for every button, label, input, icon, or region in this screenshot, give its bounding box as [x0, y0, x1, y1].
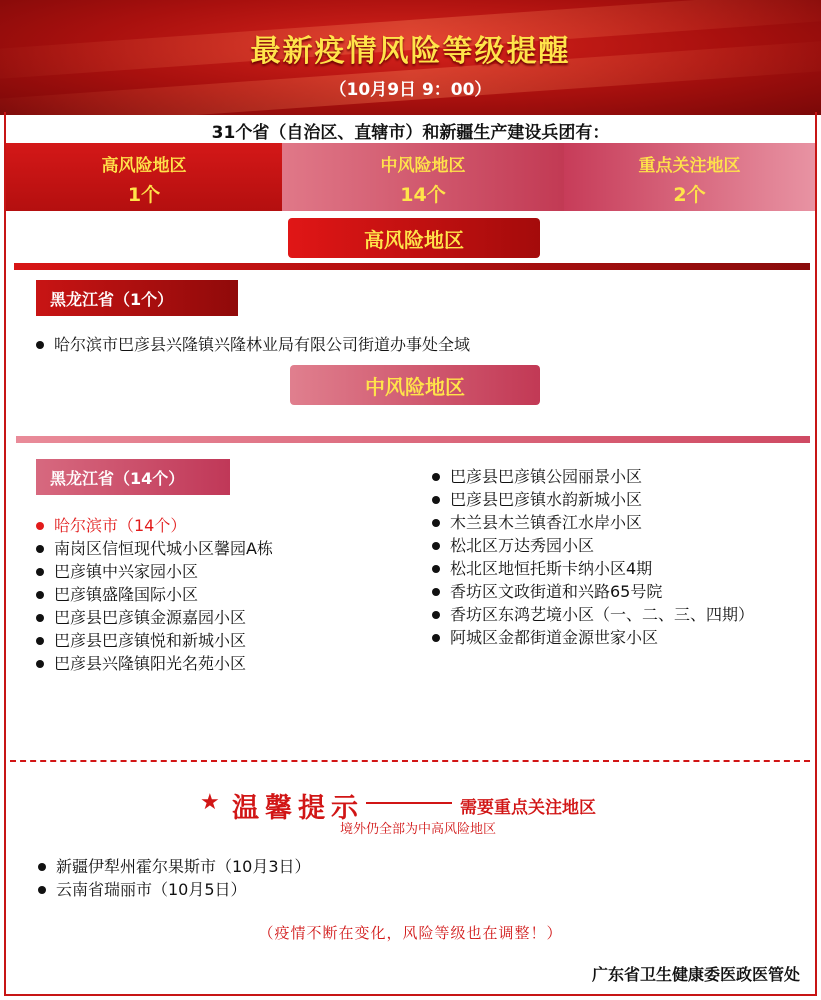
list-item: 阿城区金都街道金源世家小区	[430, 626, 800, 649]
list-item: 巴彦县巴彦镇水韵新城小区	[430, 488, 800, 511]
summary-text: 31个省（自治区、直辖市）和新疆生产建设兵团有：	[211, 123, 610, 143]
page-title: 最新疫情风险等级提醒	[250, 34, 571, 69]
list-item: 巴彦县巴彦镇悦和新城小区	[34, 629, 414, 652]
list-item: 巴彦镇中兴家园小区	[34, 560, 414, 583]
tip-note: 境外仍全部为中高风险地区	[340, 822, 497, 837]
tip-title: 温馨提示	[232, 793, 364, 824]
stat-label: 高风险地区	[101, 156, 187, 176]
stat-label: 重点关注地区	[638, 156, 741, 176]
stat-mid-risk	[282, 143, 564, 211]
star-icon: ★	[200, 790, 220, 815]
list-item: 木兰县木兰镇香江水岸小区	[430, 511, 800, 534]
tip-subtitle: 需要重点关注地区	[460, 798, 596, 818]
list-item: 香坊区东鸿艺境小区（一、二、三、四期）	[430, 603, 800, 626]
stat-label: 中风险地区	[380, 156, 466, 176]
frame-bottom	[4, 994, 817, 996]
footer-organization: 广东省卫生健康委医政医管处	[591, 965, 800, 984]
section-divider-high	[14, 263, 810, 270]
stat-focus-area	[564, 143, 815, 211]
focus-area-list	[36, 855, 536, 901]
mid-risk-list-left	[34, 514, 414, 675]
footer-note: （疫情不断在变化，风险等级也在调整！）	[258, 924, 563, 942]
list-item: 巴彦县兴隆镇阳光名苑小区	[34, 652, 414, 675]
city-heading: 哈尔滨市（14个）	[34, 514, 414, 537]
list-item: 云南省瑞丽市（10月5日）	[36, 878, 536, 901]
frame-right	[815, 112, 817, 996]
province-label-mid: 黑龙江省（14个）	[36, 459, 230, 495]
list-item: 松北区地恒托斯卡纳小区4期	[430, 557, 800, 580]
section-divider-mid	[16, 436, 810, 443]
stat-value: 2个	[673, 184, 706, 206]
stat-value: 1个	[127, 184, 161, 206]
list-item: 巴彦县巴彦镇公园丽景小区	[430, 465, 800, 488]
province-label-high: 黑龙江省（1个）	[36, 280, 238, 316]
stat-high-risk	[6, 143, 282, 211]
list-item: 新疆伊犁州霍尔果斯市（10月3日）	[36, 855, 536, 878]
high-risk-list	[34, 333, 634, 356]
list-item: 香坊区文政街道和兴路65号院	[430, 580, 800, 603]
stat-value: 14个	[400, 184, 446, 206]
update-time: （10月9日 9：00）	[329, 80, 492, 100]
frame-left	[4, 112, 6, 996]
section-title-mid: 中风险地区	[290, 365, 540, 405]
list-item: 巴彦县巴彦镇金源嘉园小区	[34, 606, 414, 629]
dashed-divider	[10, 760, 810, 762]
list-item: 哈尔滨市巴彦县兴隆镇兴隆林业局有限公司街道办事处全域	[34, 333, 634, 356]
list-item: 松北区万达秀园小区	[430, 534, 800, 557]
section-title-high: 高风险地区	[288, 218, 540, 258]
list-item: 巴彦镇盛隆国际小区	[34, 583, 414, 606]
list-item: 南岗区信恒现代城小区馨园A栋	[34, 537, 414, 560]
mid-risk-list-right	[430, 465, 800, 649]
tip-dash-line	[366, 802, 452, 804]
